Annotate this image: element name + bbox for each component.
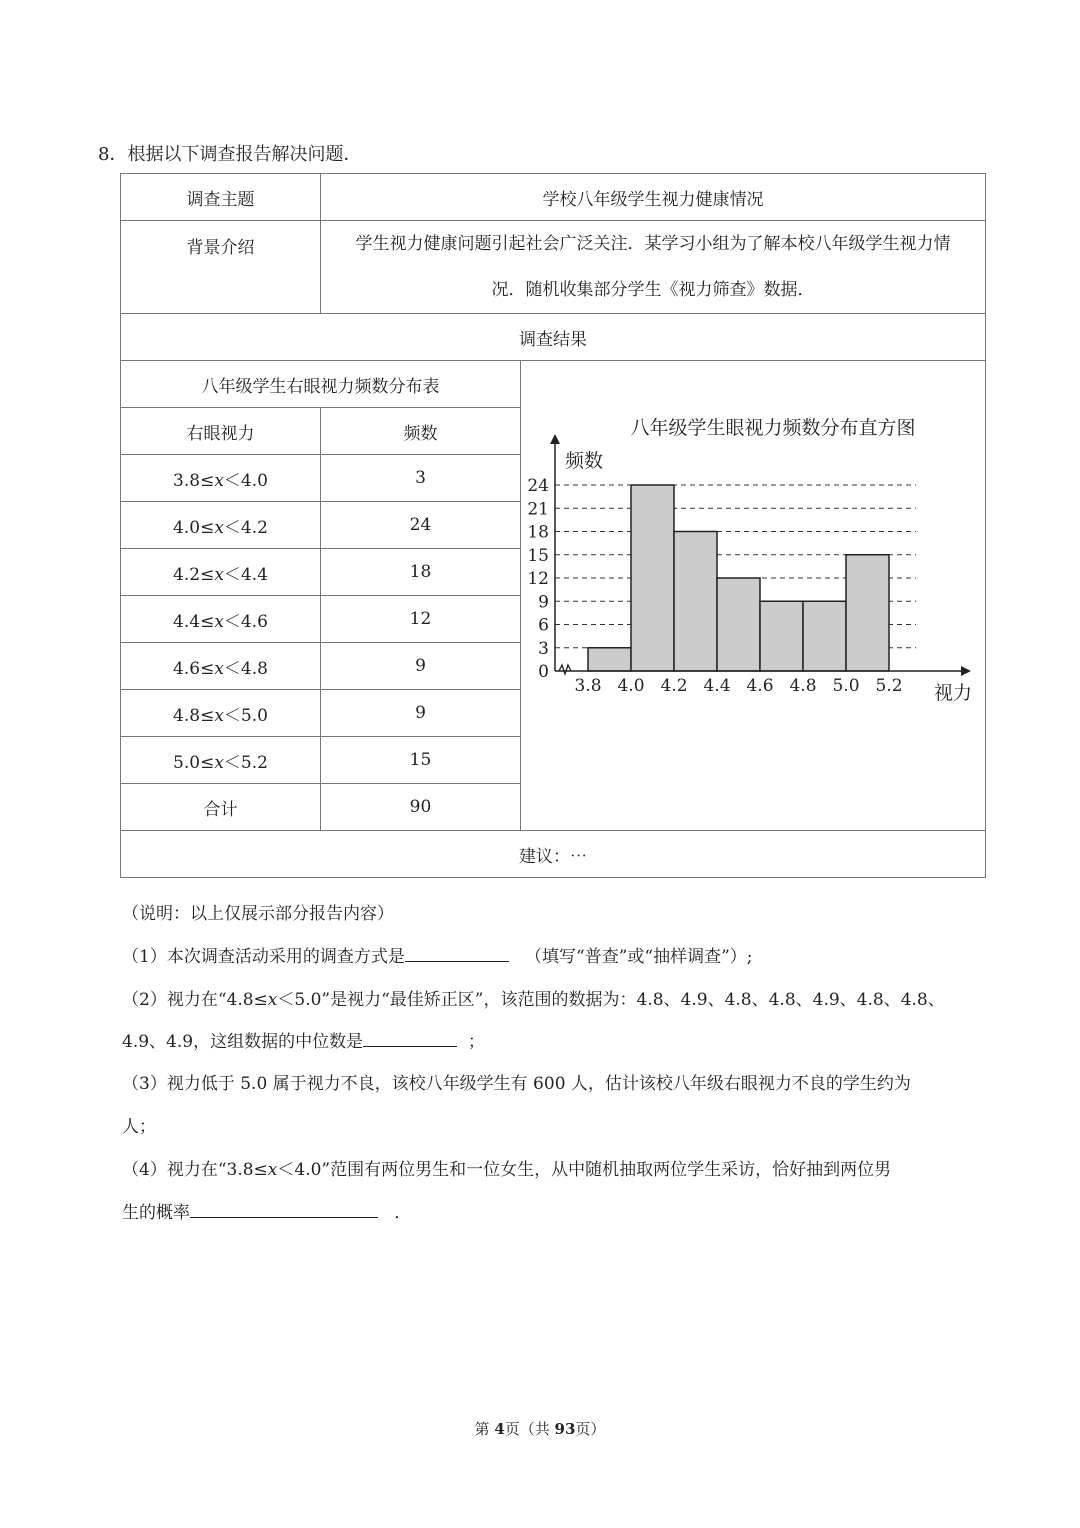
y-tick-label: 15: [527, 545, 549, 566]
histogram-bar: [588, 648, 631, 671]
col-header-freq: 频数: [321, 408, 521, 455]
page-footer: 第 4页（共 93页）: [474, 1420, 606, 1438]
y-tick-label: 24: [527, 476, 549, 496]
question-number: 8．: [98, 144, 128, 165]
vision-range: 3.8≤x＜4.0: [121, 455, 321, 502]
question-text: 根据以下调查报告解决问题．: [127, 144, 362, 165]
y-tick-label: 18: [527, 522, 549, 543]
freq-table-title: 八年级学生右眼视力频数分布表: [121, 361, 521, 408]
vision-range: 4.4≤x＜4.6: [121, 596, 321, 643]
x-tick-label: 3.8: [574, 676, 602, 696]
question-3-line-2: 人；: [122, 1117, 156, 1137]
vision-range: 4.0≤x＜4.2: [121, 502, 321, 549]
freq-value: 15: [321, 737, 521, 784]
histogram-bar: [803, 601, 846, 671]
page-number: 4: [494, 1420, 505, 1438]
y-tick-label: 21: [527, 499, 549, 520]
freq-value: 18: [321, 549, 521, 596]
x-tick-label: 4.6: [746, 676, 774, 696]
freq-value: 9: [321, 690, 521, 737]
histogram-bar: [674, 532, 717, 672]
results-label: 调查结果: [121, 314, 986, 361]
background-line-2: 况．随机收集部分学生《视力筛查》数据．: [491, 280, 815, 300]
background-label: 背景介绍: [121, 221, 321, 314]
freq-value: 12: [321, 596, 521, 643]
report-table: [120, 173, 986, 878]
note-line: （说明：以上仅展示部分报告内容）: [122, 904, 394, 924]
total-label: 合计: [121, 784, 321, 831]
question-2-line-2: 4.9、4.9，这组数据的中位数是 ；: [122, 1021, 992, 1064]
x-tick-label: 4.0: [617, 676, 645, 696]
histogram-cell: [521, 361, 986, 831]
answer-blank-2[interactable]: [363, 1028, 457, 1047]
histogram-bar: [760, 601, 803, 671]
y-tick-label: 12: [527, 569, 549, 589]
total-value: 90: [321, 784, 521, 831]
histogram-chart: [521, 361, 984, 721]
question-4-line-1: （4）视力在“3.8≤x＜4.0”范围有两位男生和一位女生，从中随机抽取两位学生采访，恰好抽到两位男: [122, 1160, 892, 1180]
chart-ylabel: 频数: [565, 450, 604, 472]
question-4-line-2: 生的概率 ．: [122, 1192, 992, 1235]
y-tick-label: 3: [538, 638, 549, 659]
question-3-line-1: （3）视力低于 5.0 属于视力不良，该校八年级学生有 600 人，估计该校八年级右眼视力不良的学生约为: [122, 1074, 911, 1094]
vision-range: 5.0≤x＜5.2: [121, 737, 321, 784]
histogram-bar: [717, 578, 760, 671]
y-tick-label: 0: [538, 662, 549, 682]
x-tick-label: 4.2: [660, 676, 688, 696]
freq-value: 9: [321, 643, 521, 690]
advice-text: 建议：⋯: [121, 831, 986, 878]
x-tick-label: 4.4: [703, 676, 731, 696]
topic-label: 调查主题: [121, 174, 321, 221]
vision-range: 4.8≤x＜5.0: [121, 690, 321, 737]
col-header-vision: 右眼视力: [121, 408, 321, 455]
y-tick-label: 6: [538, 615, 549, 636]
page-total: 93: [554, 1420, 576, 1438]
answer-blank-4[interactable]: [190, 1199, 378, 1218]
histogram-bar: [846, 555, 889, 671]
y-tick-label: 9: [538, 592, 549, 613]
background-text: [321, 221, 986, 314]
chart-xlabel: 视力: [934, 682, 973, 704]
vision-range: 4.2≤x＜4.4: [121, 549, 321, 596]
histogram-bar: [631, 485, 674, 671]
question-title: [98, 140, 361, 166]
x-tick-label: 5.2: [875, 676, 903, 696]
freq-value: 3: [321, 455, 521, 502]
question-2-line-1: （2）视力在“4.8≤x＜5.0”是视力“最佳矫正区”，该范围的数据为：4.8、4.9、4.8、4.8、4.9、4.8、4.8、: [122, 990, 945, 1010]
axis-break-mark: [559, 665, 571, 674]
topic-value: 学校八年级学生视力健康情况: [321, 174, 986, 221]
x-tick-label: 4.8: [789, 676, 817, 696]
chart-title: 八年级学生眼视力频数分布直方图: [630, 417, 916, 439]
question-1: （1）本次调查活动采用的调查方式是 （填写“普查”或“抽样调查”）;: [122, 936, 992, 979]
x-tick-label: 5.0: [832, 676, 860, 696]
answer-blank-1[interactable]: [405, 943, 509, 962]
freq-value: 24: [321, 502, 521, 549]
background-line-1: 学生视力健康问题引起社会广泛关注．某学习小组为了解本校八年级学生视力情: [355, 234, 951, 254]
vision-range: 4.6≤x＜4.8: [121, 643, 321, 690]
